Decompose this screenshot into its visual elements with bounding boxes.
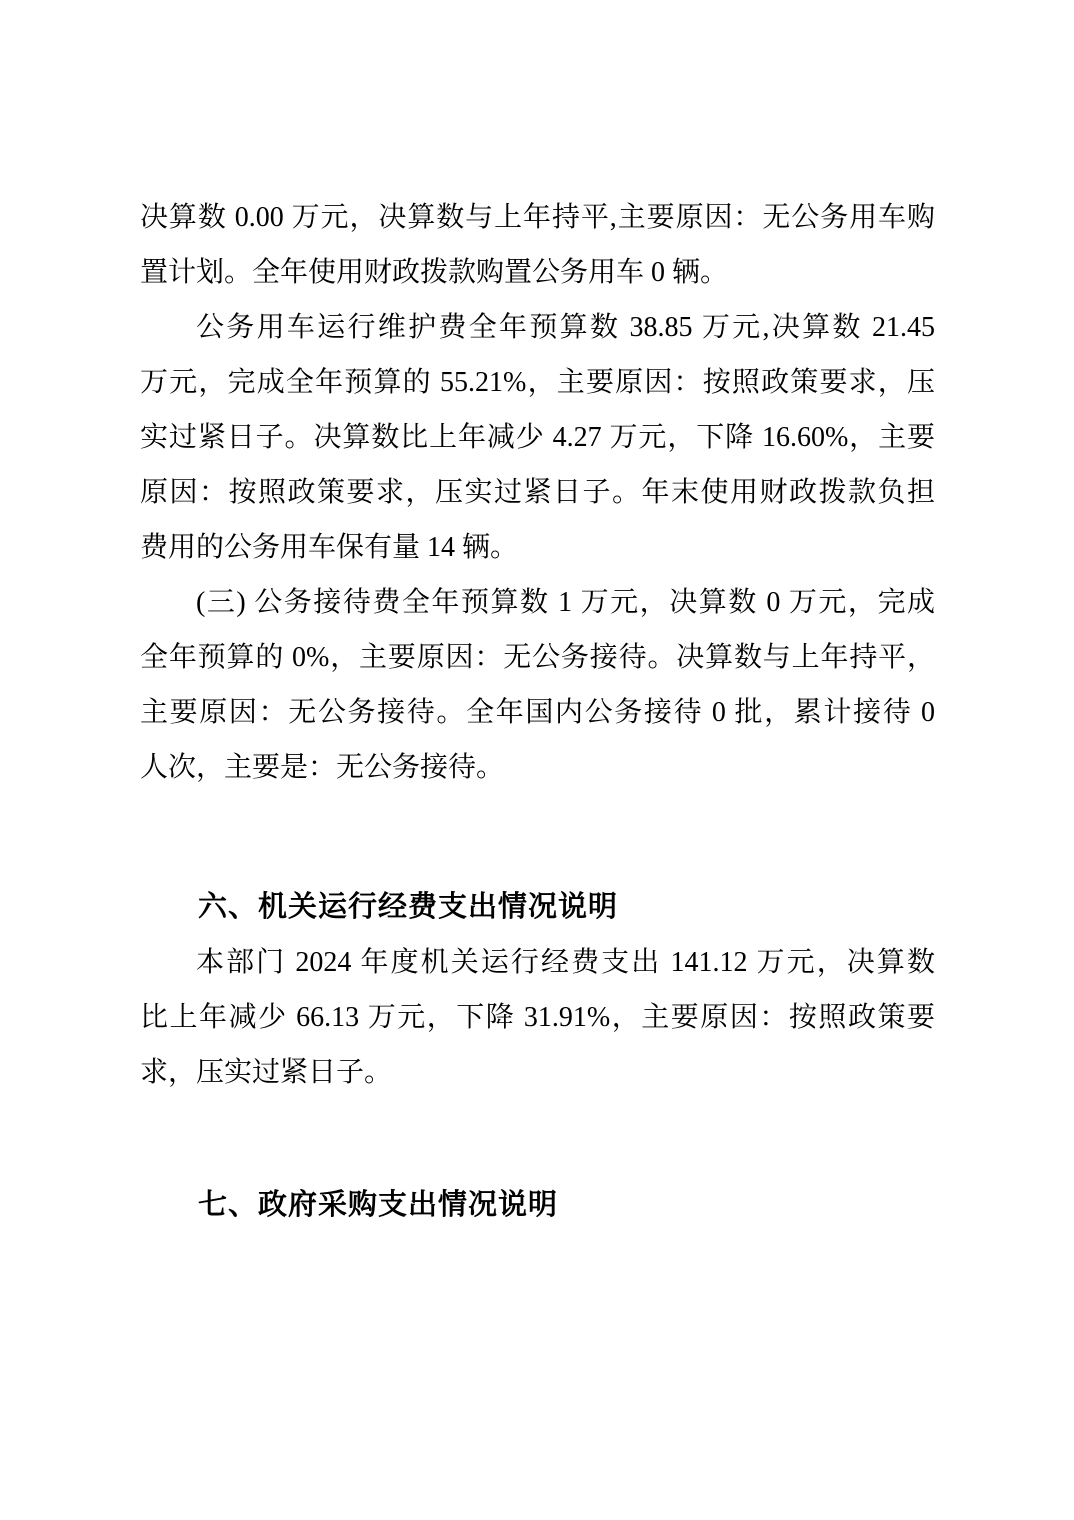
paragraph-line: 置计划。全年使用财政拨款购置公务用车 0 辆。 [140,257,729,288]
heading-section-seven: 七、政府采购支出情况说明 [198,1189,559,1221]
heading-section-six: 六、机关运行经费支出情况说明 [198,891,619,923]
paragraph-line: 万元，完成全年预算的 55.21%，主要原因：按照政策要求，压 [140,367,935,398]
para-official-reception [140,575,935,795]
para-vehicle-maintenance [140,300,935,575]
paragraph-line: 比上年减少 66.13 万元，下降 31.91%，主要原因：按照政策要 [140,1002,935,1033]
paragraph-line: 决算数 0.00 万元，决算数与上年持平,主要原因：无公务用车购 [140,202,935,233]
para-operating-expenses [140,935,935,1100]
paragraph-line: 主要原因：无公务接待。全年国内公务接待 0 批，累计接待 0 [140,697,935,728]
paragraph-line: 费用的公务用车保有量 14 辆。 [140,532,519,563]
paragraph-line: 实过紧日子。决算数比上年减少 4.27 万元，下降 16.60%，主要 [140,422,935,453]
paragraph-line: 公务用车运行维护费全年预算数 38.85 万元,决算数 21.45 [196,312,935,343]
paragraph-line: 全年预算的 0%，主要原因：无公务接待。决算数与上年持平， [140,642,935,673]
paragraph-line: 人次，主要是：无公务接待。 [140,752,505,783]
paragraph-line: 原因：按照政策要求，压实过紧日子。年末使用财政拨款负担 [140,477,935,508]
paragraph-line: 本部门 2024 年度机关运行经费支出 141.12 万元，决算数 [196,947,935,978]
paragraph-line: (三) 公务接待费全年预算数 1 万元，决算数 0 万元，完成 [196,587,935,618]
document-body [140,190,935,1233]
para-vehicle-purchase [140,190,935,300]
paragraph-line: 求，压实过紧日子。 [140,1057,393,1088]
